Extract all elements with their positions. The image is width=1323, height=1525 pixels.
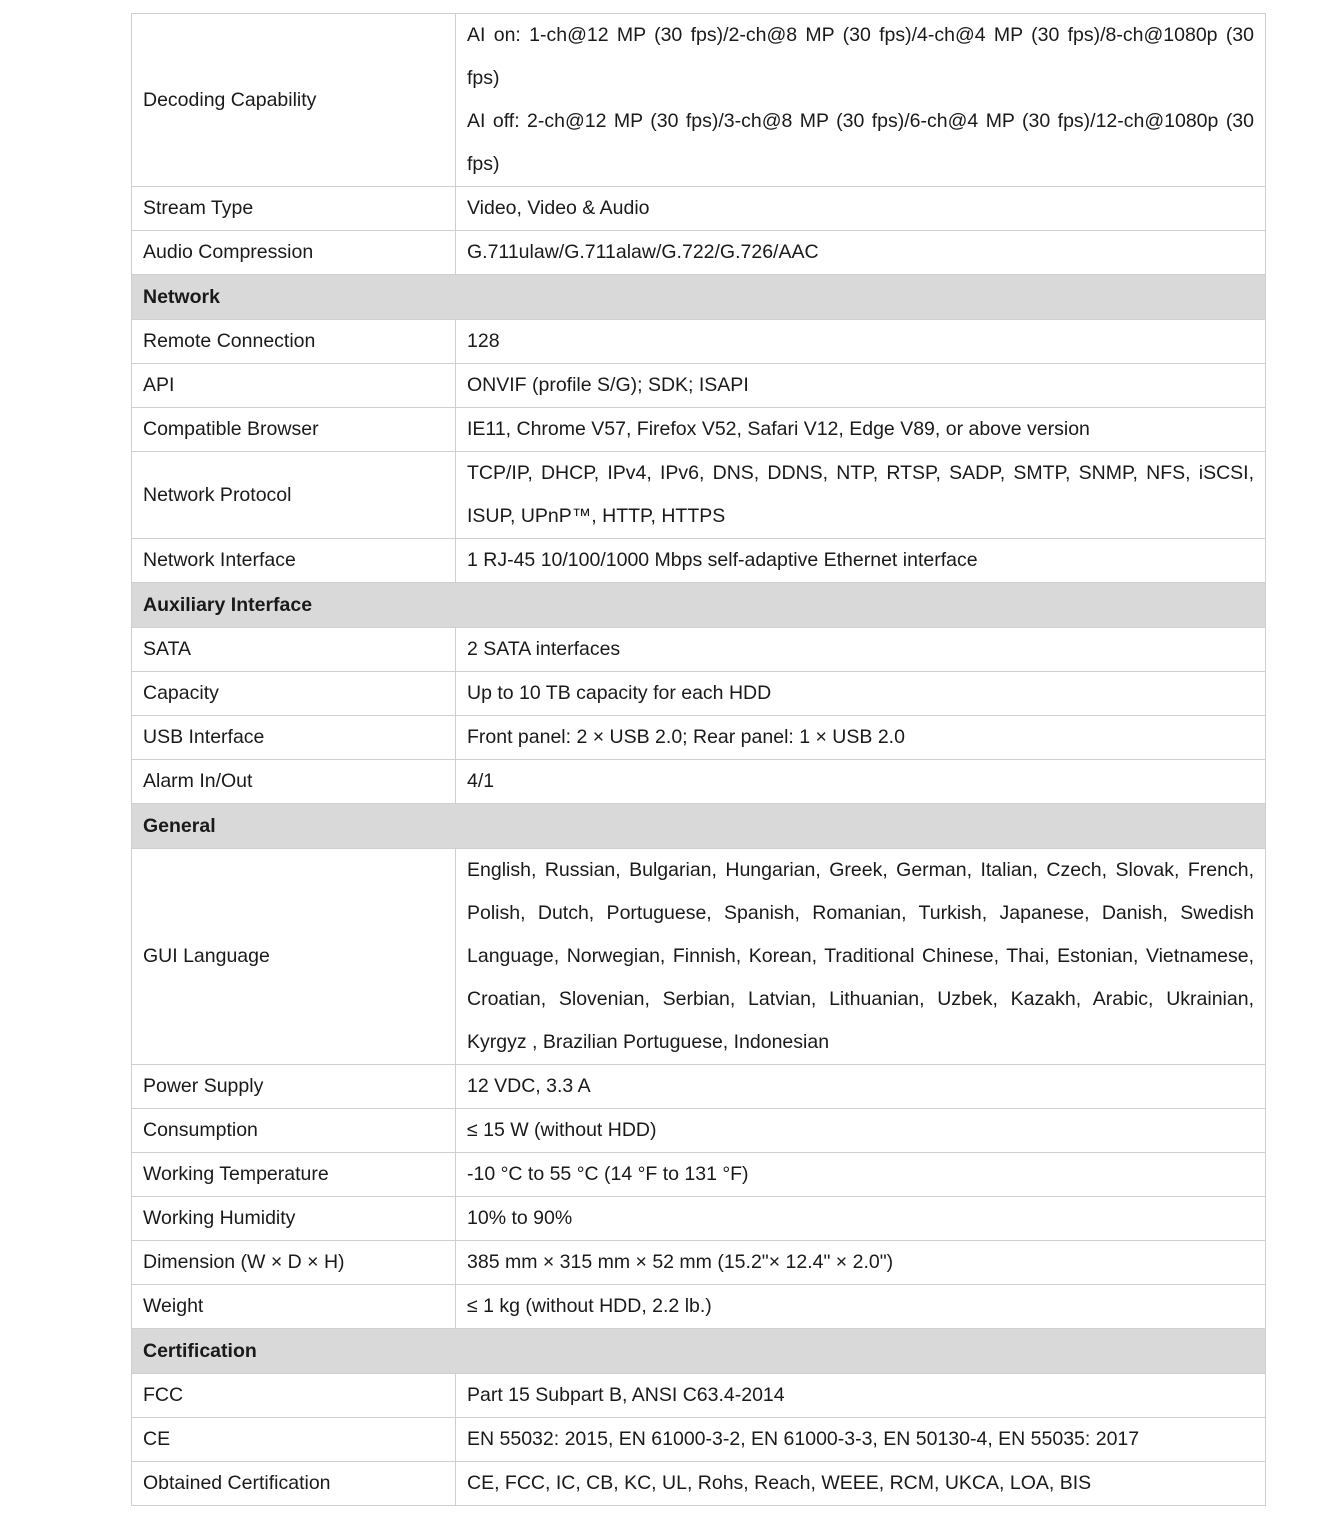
spec-value-line: Up to 10 TB capacity for each HDD (467, 682, 772, 704)
spec-value-line: 4/1 (467, 770, 495, 792)
spec-value-line: CE, FCC, IC, CB, KC, UL, Rohs, Reach, WEEE, RCM, UKCA, LOA, BIS (467, 1472, 1092, 1494)
spec-value (456, 187, 1266, 231)
spec-value (456, 1285, 1266, 1329)
section-header-auxiliary-interface (132, 583, 1266, 628)
spec-value (456, 1462, 1266, 1506)
spec-value-line: 2 SATA interfaces (467, 638, 621, 660)
spec-row-remote-connection (132, 320, 1266, 364)
spec-value (456, 1241, 1266, 1285)
spec-row-consumption (132, 1109, 1266, 1153)
specification-table-body (132, 14, 1266, 1506)
spec-row-compatible-browser (132, 408, 1266, 452)
spec-row-obtained-certification (132, 1462, 1266, 1506)
spec-label: Working Humidity (132, 1197, 456, 1241)
spec-value (456, 452, 1266, 539)
spec-value (456, 1418, 1266, 1462)
spec-row-capacity (132, 672, 1266, 716)
spec-label: CE (132, 1418, 456, 1462)
spec-label: Audio Compression (132, 231, 456, 275)
spec-value (456, 716, 1266, 760)
spec-value-line: AI off: 2-ch@12 MP (30 fps)/3-ch@8 MP (30 fps)/6-ch@4 MP (30 fps)/12-ch@1080p (30 fps) (467, 110, 1254, 175)
spec-value (456, 849, 1266, 1065)
spec-value (456, 760, 1266, 804)
spec-value-line: Part 15 Subpart B, ANSI C63.4-2014 (467, 1384, 785, 1406)
spec-value (456, 539, 1266, 583)
spec-value-line: 12 VDC, 3.3 A (467, 1075, 591, 1097)
spec-label: Network Interface (132, 539, 456, 583)
spec-row-audio-compression (132, 231, 1266, 275)
spec-value-line: -10 °C to 55 °C (14 °F to 131 °F) (467, 1163, 749, 1185)
spec-row-api (132, 364, 1266, 408)
section-title: Certification (132, 1329, 1266, 1374)
spec-value-line: ≤ 15 W (without HDD) (467, 1119, 657, 1141)
spec-value-line: English, Russian, Bulgarian, Hungarian, Greek, German, Italian, Czech, Slovak, French, Polish, Dutch, Portuguese, Spanish, Romanian, Turkish, Japanese, Danish, Swedish Language, Norwegian, Finnish, Korean, Traditional Chinese, Thai, Estonian, Vietnamese, Croatian, Slovenian, Serbian, Latvian, Lithuanian, Uzbek, Kazakh, Arabic, Ukrainian, Kyrgyz , Brazilian Portuguese, Indonesian (467, 859, 1254, 1053)
spec-label: Power Supply (132, 1065, 456, 1109)
spec-label: Consumption (132, 1109, 456, 1153)
section-title: Network (132, 275, 1266, 320)
spec-value-line: 1 RJ-45 10/100/1000 Mbps self-adaptive Ethernet interface (467, 549, 978, 571)
spec-value-line: 128 (467, 330, 500, 352)
section-header-network (132, 275, 1266, 320)
spec-row-network-interface (132, 539, 1266, 583)
section-header-general (132, 804, 1266, 849)
spec-label: Remote Connection (132, 320, 456, 364)
spec-label: USB Interface (132, 716, 456, 760)
spec-label: API (132, 364, 456, 408)
spec-value-line: AI on: 1-ch@12 MP (30 fps)/2-ch@8 MP (30 fps)/4-ch@4 MP (30 fps)/8-ch@1080p (30 fps) (467, 24, 1254, 89)
spec-row-fcc (132, 1374, 1266, 1418)
spec-row-ce (132, 1418, 1266, 1462)
spec-label: Compatible Browser (132, 408, 456, 452)
spec-value (456, 1197, 1266, 1241)
spec-label: Alarm In/Out (132, 760, 456, 804)
spec-row-working-humidity (132, 1197, 1266, 1241)
spec-label: Network Protocol (132, 452, 456, 539)
spec-value-line: 385 mm × 315 mm × 52 mm (15.2"× 12.4" × 2.0") (467, 1251, 894, 1273)
spec-value-line: Video, Video & Audio (467, 197, 650, 219)
spec-value-line: IE11, Chrome V57, Firefox V52, Safari V12, Edge V89, or above version (467, 418, 1090, 440)
spec-label: Capacity (132, 672, 456, 716)
spec-label: Weight (132, 1285, 456, 1329)
spec-value-line: G.711ulaw/G.711alaw/G.722/G.726/AAC (467, 241, 819, 263)
section-header-certification (132, 1329, 1266, 1374)
spec-label: GUI Language (132, 849, 456, 1065)
spec-label: Dimension (W × D × H) (132, 1241, 456, 1285)
spec-value-line: TCP/IP, DHCP, IPv4, IPv6, DNS, DDNS, NTP, RTSP, SADP, SMTP, SNMP, NFS, iSCSI, ISUP, UPnP™, HTTP, HTTPS (467, 462, 1254, 527)
spec-value (456, 14, 1266, 187)
spec-value-line: Front panel: 2 × USB 2.0; Rear panel: 1 × USB 2.0 (467, 726, 905, 748)
spec-row-sata (132, 628, 1266, 672)
spec-value-line: EN 55032: 2015, EN 61000-3-2, EN 61000-3-3, EN 50130-4, EN 55035: 2017 (467, 1428, 1140, 1450)
spec-label: Working Temperature (132, 1153, 456, 1197)
spec-value (456, 672, 1266, 716)
spec-value (456, 320, 1266, 364)
spec-label: Obtained Certification (132, 1462, 456, 1506)
spec-value-line: ONVIF (profile S/G); SDK; ISAPI (467, 374, 749, 396)
spec-value (456, 408, 1266, 452)
spec-value (456, 364, 1266, 408)
section-title: Auxiliary Interface (132, 583, 1266, 628)
spec-value-line: ≤ 1 kg (without HDD, 2.2 lb.) (467, 1295, 712, 1317)
spec-label: Stream Type (132, 187, 456, 231)
spec-value-line: 10% to 90% (467, 1207, 573, 1229)
spec-row-working-temperature (132, 1153, 1266, 1197)
spec-value (456, 628, 1266, 672)
spec-row-usb-interface (132, 716, 1266, 760)
specification-table (131, 13, 1266, 1506)
spec-label: Decoding Capability (132, 14, 456, 187)
spec-row-stream-type (132, 187, 1266, 231)
spec-value (456, 1374, 1266, 1418)
spec-row-dimension-w-d-h (132, 1241, 1266, 1285)
spec-value (456, 1109, 1266, 1153)
spec-row-alarm-in-out (132, 760, 1266, 804)
spec-label: FCC (132, 1374, 456, 1418)
spec-row-power-supply (132, 1065, 1266, 1109)
spec-label: SATA (132, 628, 456, 672)
spec-value (456, 1065, 1266, 1109)
section-title: General (132, 804, 1266, 849)
spec-row-weight (132, 1285, 1266, 1329)
spec-row-network-protocol (132, 452, 1266, 539)
spec-value (456, 231, 1266, 275)
spec-row-decoding-capability (132, 14, 1266, 187)
spec-value (456, 1153, 1266, 1197)
spec-row-gui-language (132, 849, 1266, 1065)
